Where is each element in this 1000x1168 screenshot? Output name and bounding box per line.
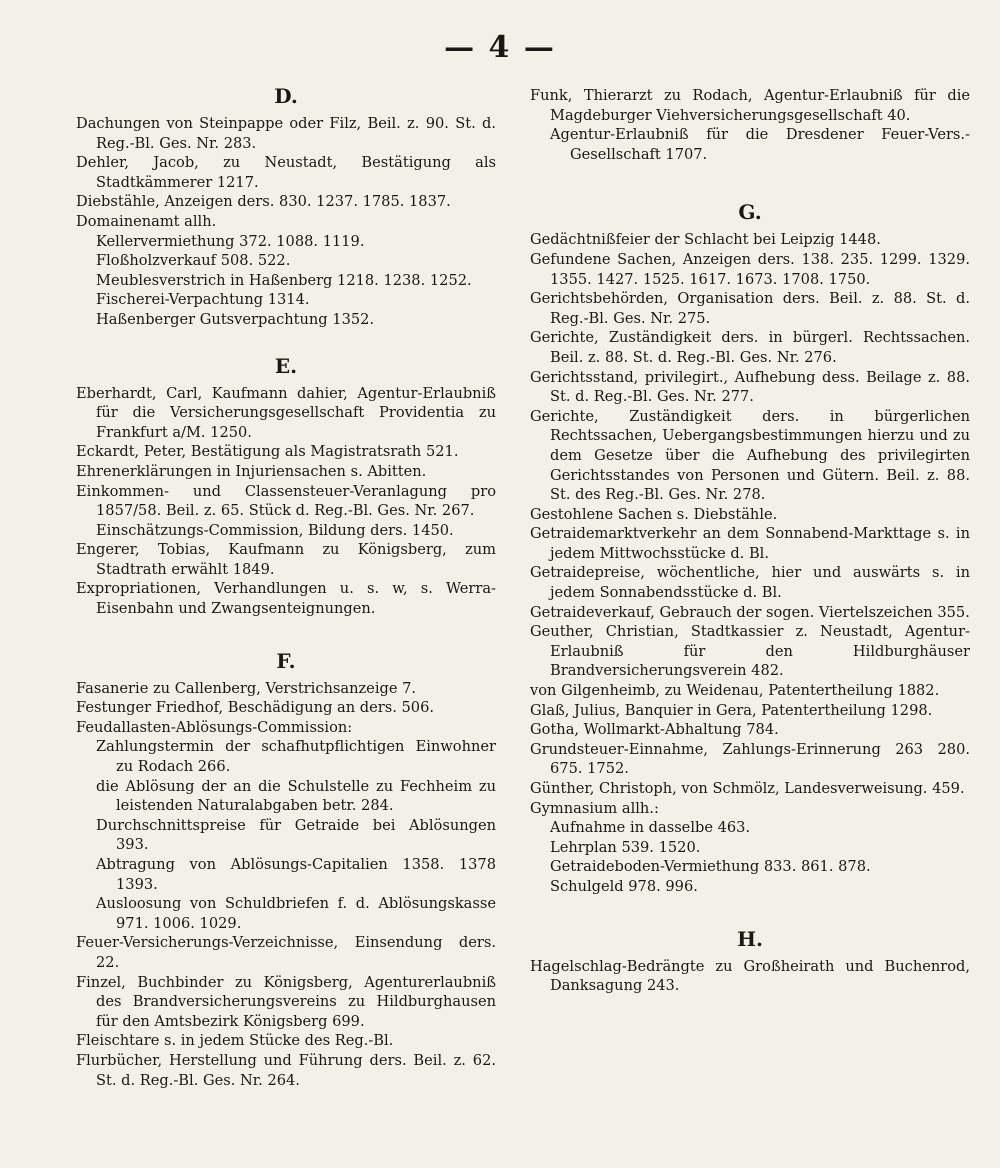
index-subentry: Haßenberger Gutsverpachtung 1352.: [96, 310, 375, 328]
index-subentry: Meublesverstrich in Haßenberg 1218. 1238. 1252.: [96, 271, 472, 289]
section-letter-e: E.: [274, 353, 298, 378]
index-entry: Gerichte, Zuständigkeit ders. in bürgerlichen Rechtssachen, Uebergangsbestimmungen hierzu und zu dem Gesetze über die Aufhebung des privilegirten Gerichtsstandes von Personen und Gütern. Beil. z. 88. St. des Reg.-Bl. Ges. Nr. 278.: [530, 407, 970, 504]
index-entry: Fasanerie zu Callenberg, Verstrichsanzeige 7.: [76, 679, 417, 697]
index-entry: Geuther, Christian, Stadtkassier z. Neustadt, Agentur-Erlaubniß für den Hildburghäuser Brandversicherungsverein 482.: [530, 623, 970, 680]
index-entry: Fleischtare s. in jedem Stücke des Reg.-Bl.: [76, 1032, 394, 1050]
index-entry: Gymnasium allh.:: [530, 799, 659, 817]
index-entry: Gerichtsstand, privilegirt., Aufhebung dess. Beilage z. 88. St. d. Reg.-Bl. Ges. Nr. 277.: [530, 368, 970, 406]
index-entry: Feudallasten-Ablösungs-Commission:: [76, 718, 353, 736]
index-entry: Eckardt, Peter, Bestätigung als Magistratsrath 521.: [76, 443, 459, 461]
index-subentry: Ausloosung von Schuldbriefen f. d. Ablösungskasse 971. 1006. 1029.: [96, 895, 496, 932]
index-entry: Getraidemarktverkehr an dem Sonnabend-Markttage s. in jedem Mittwochsstücke d. Bl.: [530, 525, 970, 562]
index-entry: Expropriationen, Verhandlungen u. s. w, s. Werra-Eisenbahn und Zwangsenteignungen.: [76, 580, 496, 618]
index-entry: Gotha, Wollmarkt-Abhaltung 784.: [530, 721, 779, 739]
index-entry: Gerichte, Zuständigkeit ders. in bürgerl. Rechtssachen. Beil. z. 88. St. d. Reg.-Bl. Ges. Nr. 276.: [530, 329, 970, 366]
index-entry: von Gilgenheimb, zu Weidenau, Patentertheilung 1882.: [530, 682, 940, 700]
section-letter-h: H.: [737, 926, 763, 951]
index-subentry: Durchschnittspreise für Getraide bei Ablösungen 393.: [96, 816, 496, 854]
index-entry: Funk, Thierarzt zu Rodach, Agentur-Erlaubniß für die Magdeburger Viehversicherungsgesellschaft 40.: [530, 87, 970, 124]
index-entry: Festunger Friedhof, Beschädigung an ders. 506.: [76, 699, 435, 717]
index-entry: Hagelschlag-Bedrängte zu Großheirath und Buchenrod, Danksagung 243.: [530, 957, 970, 995]
index-entry: Getraidepreise, wöchentliche, hier und auswärts s. in jedem Sonnabendsstücke d. Bl.: [530, 564, 970, 602]
index-subentry: Abtragung von Ablösungs-Capitalien 1358. 1378 1393.: [96, 856, 496, 893]
page-number: — 4 —: [444, 30, 556, 65]
index-entry: Feuer-Versicherungs-Verzeichnisse, Einsendung ders. 22.: [76, 934, 496, 971]
index-subentry: Schulgeld 978. 996.: [550, 877, 698, 895]
index-entry: Gestohlene Sachen s. Diebstähle.: [530, 505, 778, 523]
index-entry: Flurbücher, Herstellung und Führung ders. Beil. z. 62. St. d. Reg.-Bl. Ges. Nr. 264.: [76, 1051, 496, 1089]
left-column: [76, 82, 496, 1090]
index-entry: Diebstähle, Anzeigen ders. 830. 1237. 1785. 1837.: [76, 193, 451, 211]
index-subentry: Zahlungstermin der schafhutpflichtigen Einwohner zu Rodach 266.: [96, 738, 496, 776]
index-entry: Dachungen von Steinpappe oder Filz, Beil. z. 90. St. d. Reg.-Bl. Ges. Nr. 283.: [76, 115, 496, 152]
index-entry: Grundsteuer-Einnahme, Zahlungs-Erinnerung 263 280. 675. 1752.: [530, 740, 970, 778]
index-entry: Ehrenerklärungen in Injuriensachen s. Abitten.: [76, 462, 427, 480]
index-entry: Getraideverkauf, Gebrauch der sogen. Viertelszeichen 355.: [530, 603, 970, 621]
index-subentry: Floßholzverkauf 508. 522.: [96, 252, 291, 270]
section-letter-f: F.: [276, 648, 296, 673]
index-entry: Eberhardt, Carl, Kaufmann dahier, Agentur-Erlaubniß für die Versicherungsgesellschaft Providentia zu Frankfurt a/M. 1250.: [76, 384, 496, 441]
index-subentry: Getraideboden-Vermiethung 833. 861. 878.: [550, 858, 871, 876]
index-subentry: Aufnahme in dasselbe 463.: [550, 819, 751, 837]
index-subentry: Kellervermiethung 372. 1088. 1119.: [96, 232, 365, 250]
index-entry: Einkommen- und Classensteuer-Veranlagung pro 1857/58. Beil. z. 65. Stück d. Reg.-Bl. Ges. Nr. 267.: [76, 482, 496, 520]
right-column: [530, 86, 970, 996]
index-entry: Engerer, Tobias, Kaufmann zu Königsberg, zum Stadtrath erwählt 1849.: [76, 541, 496, 578]
index-subentry: Lehrplan 539. 1520.: [550, 838, 701, 856]
index-subentry: Einschätzungs-Commission, Bildung ders. 1450.: [96, 521, 454, 539]
index-entry: Gedächtnißfeier der Schlacht bei Leipzig 1448.: [530, 231, 881, 249]
index-entry: Glaß, Julius, Banquier in Gera, Patentertheilung 1298.: [530, 701, 933, 719]
index-subentry: die Ablösung der an die Schulstelle zu Fechheim zu leistenden Naturalabgaben betr. 284.: [96, 777, 496, 815]
index-entry: Gefundene Sachen, Anzeigen ders. 138. 235. 1299. 1329. 1355. 1427. 1525. 1617. 1673. 1708. 1750.: [530, 250, 970, 288]
index-entry: Domainenamt allh.: [76, 212, 217, 230]
index-entry: Finzel, Buchbinder zu Königsberg, Agenturerlaubniß des Brandversicherungsvereins zu Hildburghausen für den Amtsbezirk Königsberg 699.: [76, 973, 496, 1030]
index-entry: Dehler, Jacob, zu Neustadt, Bestätigung als Stadtkämmerer 1217.: [76, 154, 496, 191]
index-entry: Gerichtsbehörden, Organisation ders. Beil. z. 88. St. d. Reg.-Bl. Ges. Nr. 275.: [530, 290, 970, 327]
index-subentry: Fischerei-Verpachtung 1314.: [96, 291, 310, 309]
index-subentry: Agentur-Erlaubniß für die Dresdener Feuer-Vers.-Gesellschaft 1707.: [550, 126, 970, 163]
section-letter-d: D.: [274, 84, 298, 108]
section-letter-g: G.: [738, 200, 762, 225]
index-entry: Günther, Christoph, von Schmölz, Landesverweisung. 459.: [530, 780, 965, 797]
